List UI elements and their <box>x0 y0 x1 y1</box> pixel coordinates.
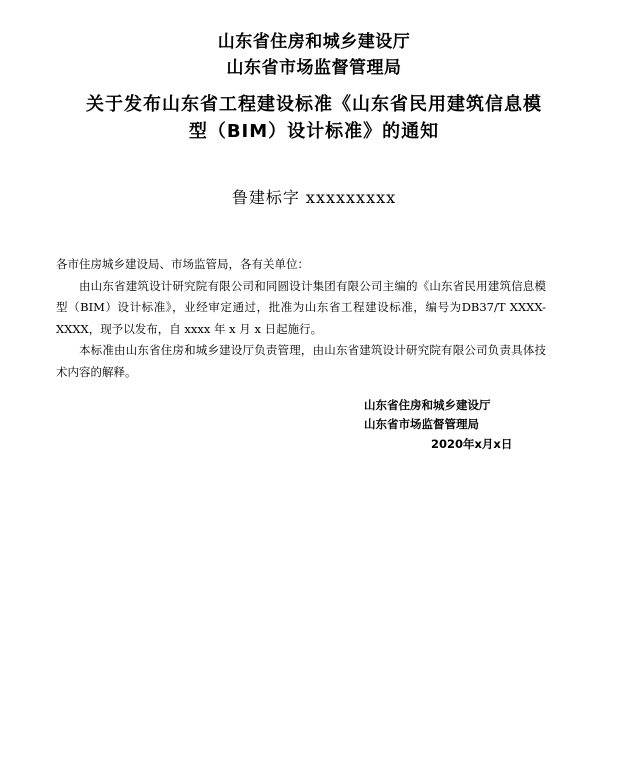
signature-org-1: 山东省住房和城乡建设厅 <box>364 398 491 412</box>
signature-date: 2020年x月x日 <box>431 437 513 451</box>
body-paragraph-1: 由山东省建筑设计研究院有限公司和同圆设计集团有限公司主编的《山东省民用建筑信息模型（BIM）设计标准》，业经审定通过，批准为山东省工程建设标准，编号为DB37/T XXXX-XXXX，现予以发布，自 xxxx 年 x 月 x 日起施行。 <box>56 278 546 336</box>
notice-body <box>56 254 546 383</box>
body-paragraph-2: 本标准由山东省住房和城乡建设厅负责管理，由山东省建筑设计研究院有限公司负责具体技术内容的解释。 <box>56 343 546 379</box>
notice-title-line-2: 型（BIM）设计标准》的通知 <box>188 121 440 142</box>
salutation: 各市住房城乡建设局、市场监管局，各有关单位： <box>56 257 309 271</box>
signature-org-2: 山东省市场监督管理局 <box>364 417 479 431</box>
notice-title-line-1: 关于发布山东省工程建设标准《山东省民用建筑信息模 <box>86 94 542 115</box>
issuer-market-bureau: 山东省市场监督管理局 <box>226 58 402 78</box>
document-number: 鲁建标字 xxxxxxxxx <box>231 188 397 207</box>
issuer-housing-dept: 山东省住房和城乡建设厅 <box>217 32 411 52</box>
